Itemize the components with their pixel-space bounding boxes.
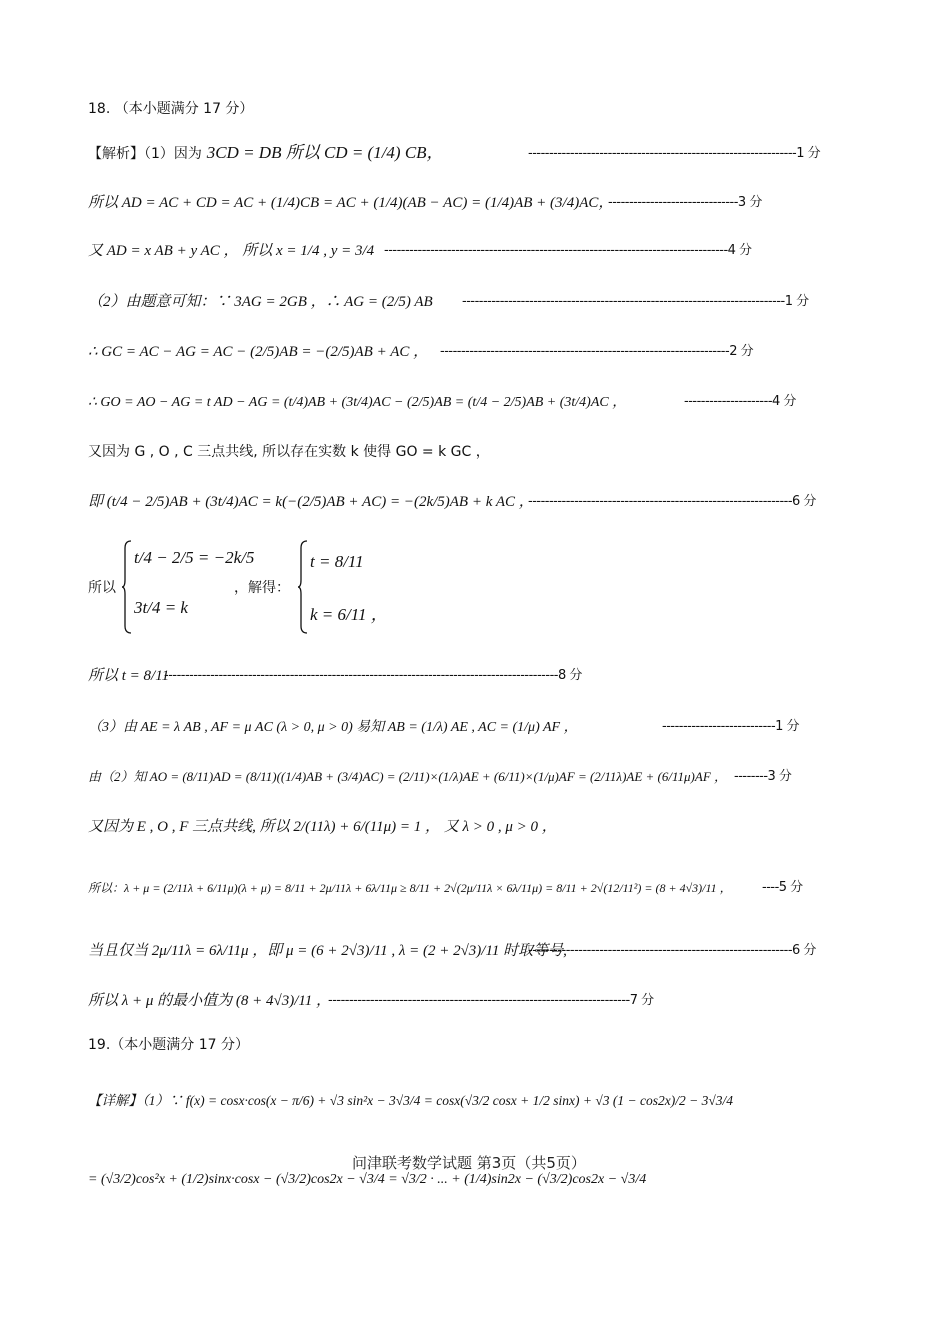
q18-part3-line4: 所以：λ + μ = (2/11λ + 6/11μ)(λ + μ) = 8/11 + 2μ/11λ + 6λ/11μ ≥ 8/11 + 2√(2μ/11λ × 6λ/11μ) = 8/11 + 2√(12/11²) = (8 + 4√3)/11 ， ----5 分 xyxy=(88,880,803,895)
q19-line2: = (√3/2)cos²x + (1/2)sinx·cosx − (√3/2)cos2x − √3/4 = √3/2 · ... + (1/4)sin2x − (√3/2)cos2x − √3/4 xyxy=(88,1172,647,1187)
q18-part1-line2: 所以 AD = AC + CD = AC + (1/4)CB = AC + (1/4)(AB − AC) = (1/4)AB + (3/4)AC， -------------------------------3 分 xyxy=(88,195,762,211)
q18-solve-label: ，解得： xyxy=(234,580,290,596)
q19-line1: 【详解】（1）∵ f(x) = cosx·cos(x − π/6) + √3 sin²x − 3√3/4 = cosx(√3/2 cosx + 1/2 sinx) + √3 (1 − cos2x)/2 − 3√3/4 xyxy=(88,1093,733,1108)
q18-heading: 18. （本小题满分 17 分） xyxy=(88,101,254,117)
q18-part2-line5: 即 (t/4 − 2/5)AB + (3t/4)AC = k(−(2/5)AB + AC) = −(2k/5)AB + k AC ， ---------------------------------------------------------------6 分 xyxy=(88,494,816,510)
q18-system-row1: t/4 − 2/5 = −2k/5 xyxy=(134,548,255,567)
q18-part3-line2: 由（2）知 AO = (8/11)AD = (8/11)((1/4)AB + (3/4)AC) = (2/11)×(1/λ)AE + (6/11)×(1/μ)AF = (2/11λ)AE + (6/11μ)AF ， --------3 分 xyxy=(88,769,792,784)
q18-part3-line6: 所以 λ + μ 的最小值为 (8 + 4√3)/11 ， ------------------------------------------------------------------------7 分 xyxy=(88,993,654,1009)
q18-part3-line5: 当且仅当 2μ/11λ = 6λ/11μ ，即 μ = (6 + 2√3)/11 , λ = (2 + 2√3)/11 时取等号, ---------------------------------------------------------------6 分 xyxy=(88,943,816,959)
q18-system-label: 所以 xyxy=(88,580,116,596)
q18-part2-line4: 又因为 G , O , C 三点共线, 所以存在实数 k 使得 GO = k GC ， xyxy=(88,444,490,460)
q18-part1-line3: 又 AD = x AB + y AC ， 所以 x = 1/4 , y = 3/4 ----------------------------------------------------------------------------------4 分 xyxy=(88,243,752,259)
q18-part2-line3: ∴ GO = AO − AG = t AD − AG = (t/4)AB + (3t/4)AC − (2/5)AB = (t/4 − 2/5)AB + (3t/4)AC ， ---------------------4 分 xyxy=(88,394,796,410)
q18-solution-row2: k = 6/11 ， xyxy=(310,605,388,624)
q18-part1-line1: 【解析】（1）因为 3CD = DB 所以 CD = (1/4) CB， ----------------------------------------------------------------1 分 xyxy=(88,143,821,162)
q19-heading: 19.（本小题满分 17 分） xyxy=(88,1037,249,1053)
page-footer: 问津联考数学试题 第3页（共5页） xyxy=(352,1154,586,1172)
left-brace-icon xyxy=(122,540,132,634)
q18-part2-line6: 所以 t = 8/11 ----------------------------------------------------------------------------------------------8 分 xyxy=(88,668,582,684)
q18-solution-row1: t = 8/11 xyxy=(310,552,364,571)
q18-part2-line2: ∴ GC = AC − AG = AC − (2/5)AB = −(2/5)AB + AC ， ---------------------------------------------------------------------2 分 xyxy=(88,344,754,360)
q18-part3-line3: 又因为 E , O , F 三点共线, 所以 2/(11λ) + 6/(11μ) = 1 ， 又 λ > 0 , μ > 0 ， xyxy=(88,819,557,835)
q18-system-row2: 3t/4 = k xyxy=(134,598,188,617)
q18-part3-line1: （3）由 AE = λ AB , AF = μ AC (λ > 0, μ > 0) 易知 AB = (1/λ) AE , AC = (1/μ) AF ， ---------------------------1 分 xyxy=(88,719,800,735)
q18-part2-line1: （2）由题意可知：∵ 3AG = 2GB ，∴ AG = (2/5) AB -----------------------------------------------------------------------------1 分 xyxy=(88,294,809,310)
left-brace-icon xyxy=(298,540,308,634)
